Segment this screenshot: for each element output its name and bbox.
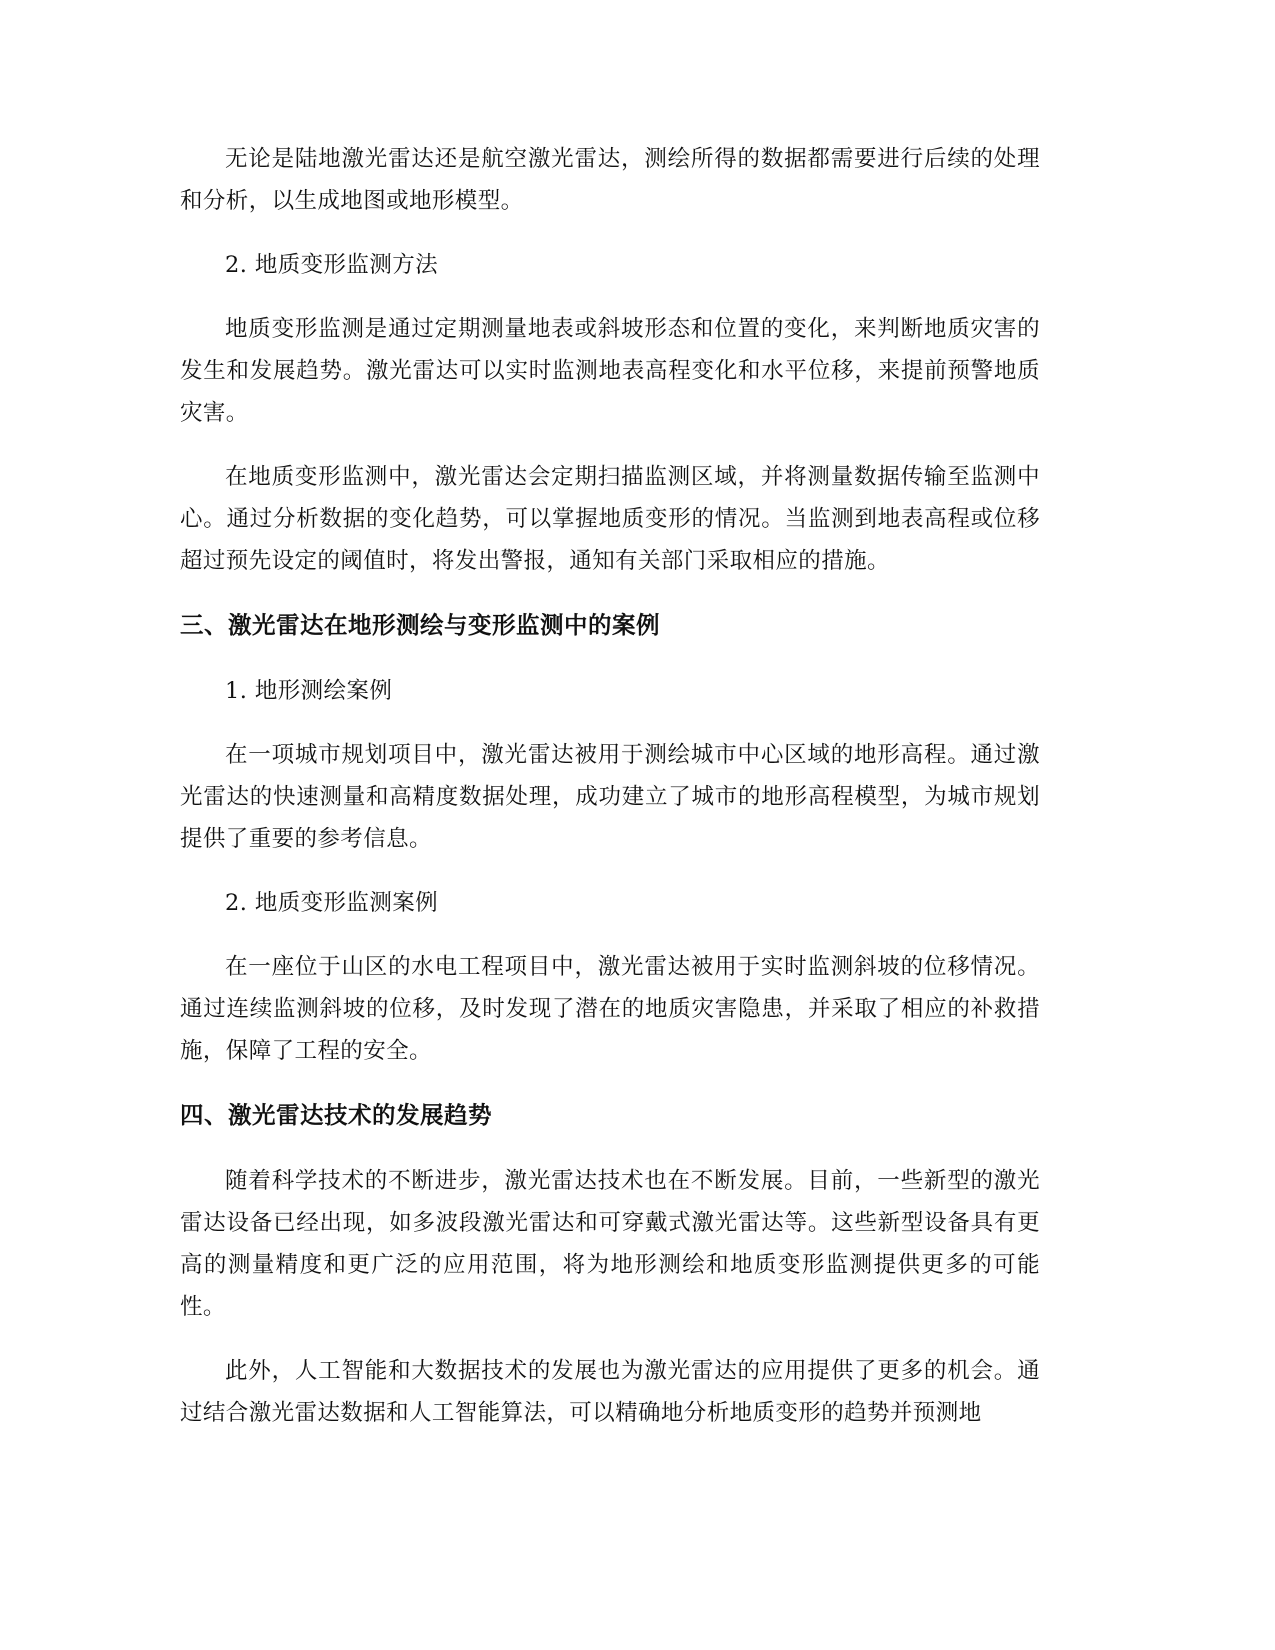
paragraph-deformation-case: 在一座位于山区的水电工程项目中，激光雷达被用于实时监测斜坡的位移情况。通过连续监测斜坡的位移，及时发现了潜在的地质灾害隐患，并采取了相应的补救措施，保障了工程的安全。: [180, 954, 1040, 1064]
subheading-terrain-case: 1. 地形测绘案例: [225, 678, 393, 704]
subheading-deformation-case: 2. 地质变形监测案例: [225, 890, 439, 916]
document-page: [180, 138, 1040, 1456]
paragraph-data-processing: 无论是陆地激光雷达还是航空激光雷达，测绘所得的数据都需要进行后续的处理和分析，以生成地图或地形模型。: [180, 146, 1040, 214]
subheading-deformation-method: 2. 地质变形监测方法: [225, 252, 439, 278]
section-heading-trends: 四、激光雷达技术的发展趋势: [180, 1101, 492, 1129]
paragraph-terrain-case: 在一项城市规划项目中，激光雷达被用于测绘城市中心区域的地形高程。通过激光雷达的快速测量和高精度数据处理，成功建立了城市的地形高程模型，为城市规划提供了重要的参考信息。: [180, 742, 1040, 852]
paragraph-trends-devices: 随着科学技术的不断进步，激光雷达技术也在不断发展。目前，一些新型的激光雷达设备已经出现，如多波段激光雷达和可穿戴式激光雷达等。这些新型设备具有更高的测量精度和更广泛的应用范围，将为地形测绘和地质变形监测提供更多的可能性。: [180, 1168, 1040, 1320]
paragraph-trends-ai: 此外，人工智能和大数据技术的发展也为激光雷达的应用提供了更多的机会。通过结合激光雷达数据和人工智能算法，可以精确地分析地质变形的趋势并预测地: [180, 1358, 1040, 1426]
paragraph-deformation-process: 在地质变形监测中，激光雷达会定期扫描监测区域，并将测量数据传输至监测中心。通过分析数据的变化趋势，可以掌握地质变形的情况。当监测到地表高程或位移超过预先设定的阈值时，将发出警报，通知有关部门采取相应的措施。: [180, 464, 1040, 574]
section-heading-cases: 三、激光雷达在地形测绘与变形监测中的案例: [180, 611, 660, 639]
paragraph-deformation-definition: 地质变形监测是通过定期测量地表或斜坡形态和位置的变化，来判断地质灾害的发生和发展趋势。激光雷达可以实时监测地表高程变化和水平位移，来提前预警地质灾害。: [180, 316, 1040, 426]
